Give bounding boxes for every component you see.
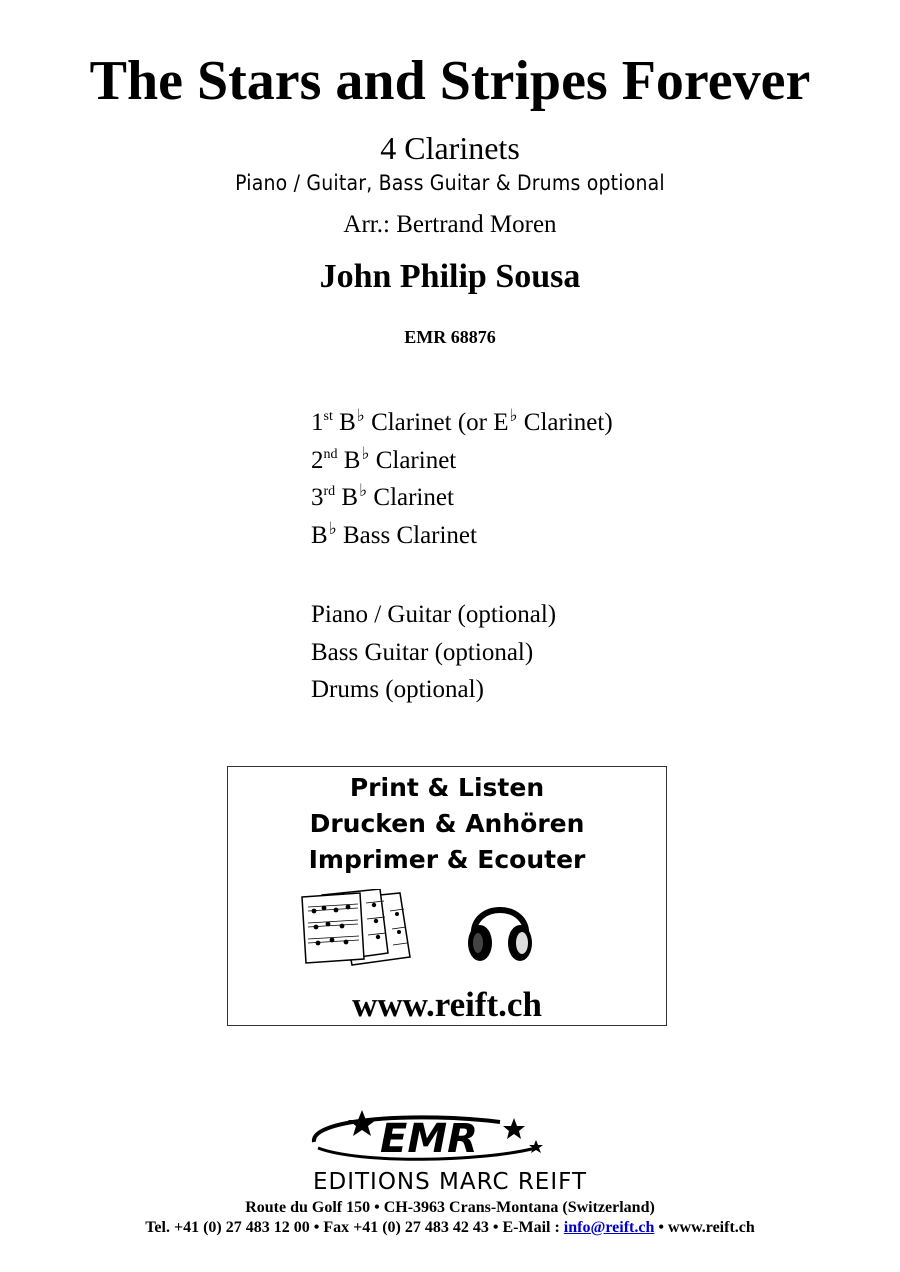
part-item: 2nd B♭ Clarinet [311,443,457,474]
promo-line-english: Print & Listen [349,773,545,802]
clarinet-parts-list [311,404,613,555]
flat-icon: ♭ [359,481,368,501]
email-link[interactable]: info@reift.ch [563,1219,655,1236]
flat-icon: ♭ [509,406,518,425]
part-item: Bass Guitar (optional) [311,638,534,666]
publisher-contact: Tel. +41 (0) 27 483 12 00 • Fax +41 (0) 27 483 42 43 • E-Mail : info@reift.ch • www.reift.ch [145,1219,755,1236]
part-item: Piano / Guitar (optional) [311,601,557,628]
promo-line-french: Imprimer & Ecouter [308,845,586,874]
part-item: Drums (optional) [311,676,484,704]
publisher-name: EDITIONS MARC REIFT [312,1169,588,1195]
flat-icon: ♭ [356,406,365,425]
part-item: 3rd B♭ Clarinet [311,481,454,512]
catalog-number: EMR 68876 [404,327,496,347]
flat-icon: ♭ [328,519,337,539]
print-listen-box [227,766,667,1026]
part-item: 1st B♭ Clarinet (or E♭ Clarinet) [311,406,613,436]
page-title: The Stars and Stripes Forever [89,50,811,112]
optional-instruments-line: Piano / Guitar, Bass Guitar & Drums optional [235,171,665,195]
optional-parts-list [311,596,556,709]
part-item: B♭ Bass Clarinet [311,519,477,550]
subtitle: 4 Clarinets [380,130,520,166]
arranger: Arr.: Bertrand Moren [343,211,557,238]
sheet-music-icon [300,889,412,969]
emr-logo [300,1108,600,1166]
svg-text:EMR: EMR [380,1116,478,1162]
promo-website-url[interactable]: www.reift.ch [352,985,542,1024]
publisher-address: Route du Golf 150 • CH-3963 Crans-Montana (Switzerland) [245,1199,655,1216]
headphones-icon [464,891,536,967]
promo-line-german: Drucken & Anhören [309,809,585,838]
composer: John Philip Sousa [319,258,581,295]
flat-icon: ♭ [361,443,370,463]
